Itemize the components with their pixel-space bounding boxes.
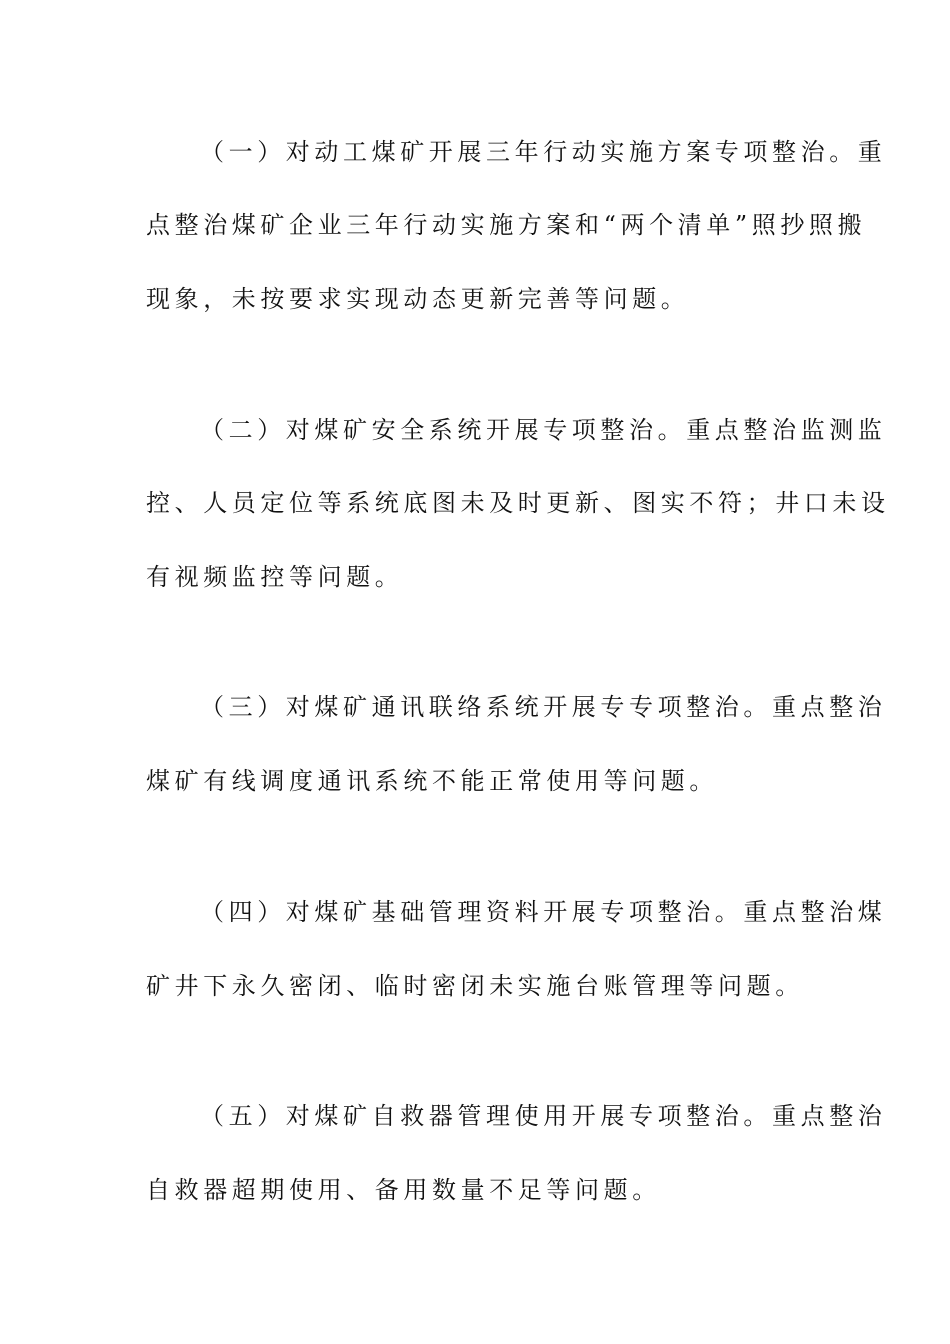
- paragraph-2-line-2: 控、人员定位等系统底图未及时更新、图实不符；井口未设: [146, 489, 890, 517]
- paragraph-2-line-1: （二）对煤矿安全系统开展专项整治。重点整治监测监: [200, 416, 887, 444]
- paragraph-1-line-3: 现象，未按要求实现动态更新完善等问题。: [146, 285, 690, 313]
- paragraph-4-line-2: 矿井下永久密闭、临时密闭未实施台账管理等问题。: [146, 972, 804, 1000]
- paragraph-4-line-1: （四）对煤矿基础管理资料开展专项整治。重点整治煤: [200, 898, 887, 926]
- paragraph-1-line-2: 点整治煤矿企业三年行动实施方案和“两个清单”照抄照搬: [146, 211, 867, 239]
- paragraph-5-line-1: （五）对煤矿自救器管理使用开展专项整治。重点整治: [200, 1102, 887, 1130]
- paragraph-2-line-3: 有视频监控等问题。: [146, 563, 404, 591]
- paragraph-5-line-2: 自救器超期使用、备用数量不足等问题。: [146, 1176, 661, 1204]
- paragraph-1-line-1: （一）对动工煤矿开展三年行动实施方案专项整治。重: [200, 138, 887, 166]
- paragraph-3-line-1: （三）对煤矿通讯联络系统开展专专项整治。重点整治: [200, 693, 887, 721]
- paragraph-3-line-2: 煤矿有线调度通讯系统不能正常使用等问题。: [146, 767, 718, 795]
